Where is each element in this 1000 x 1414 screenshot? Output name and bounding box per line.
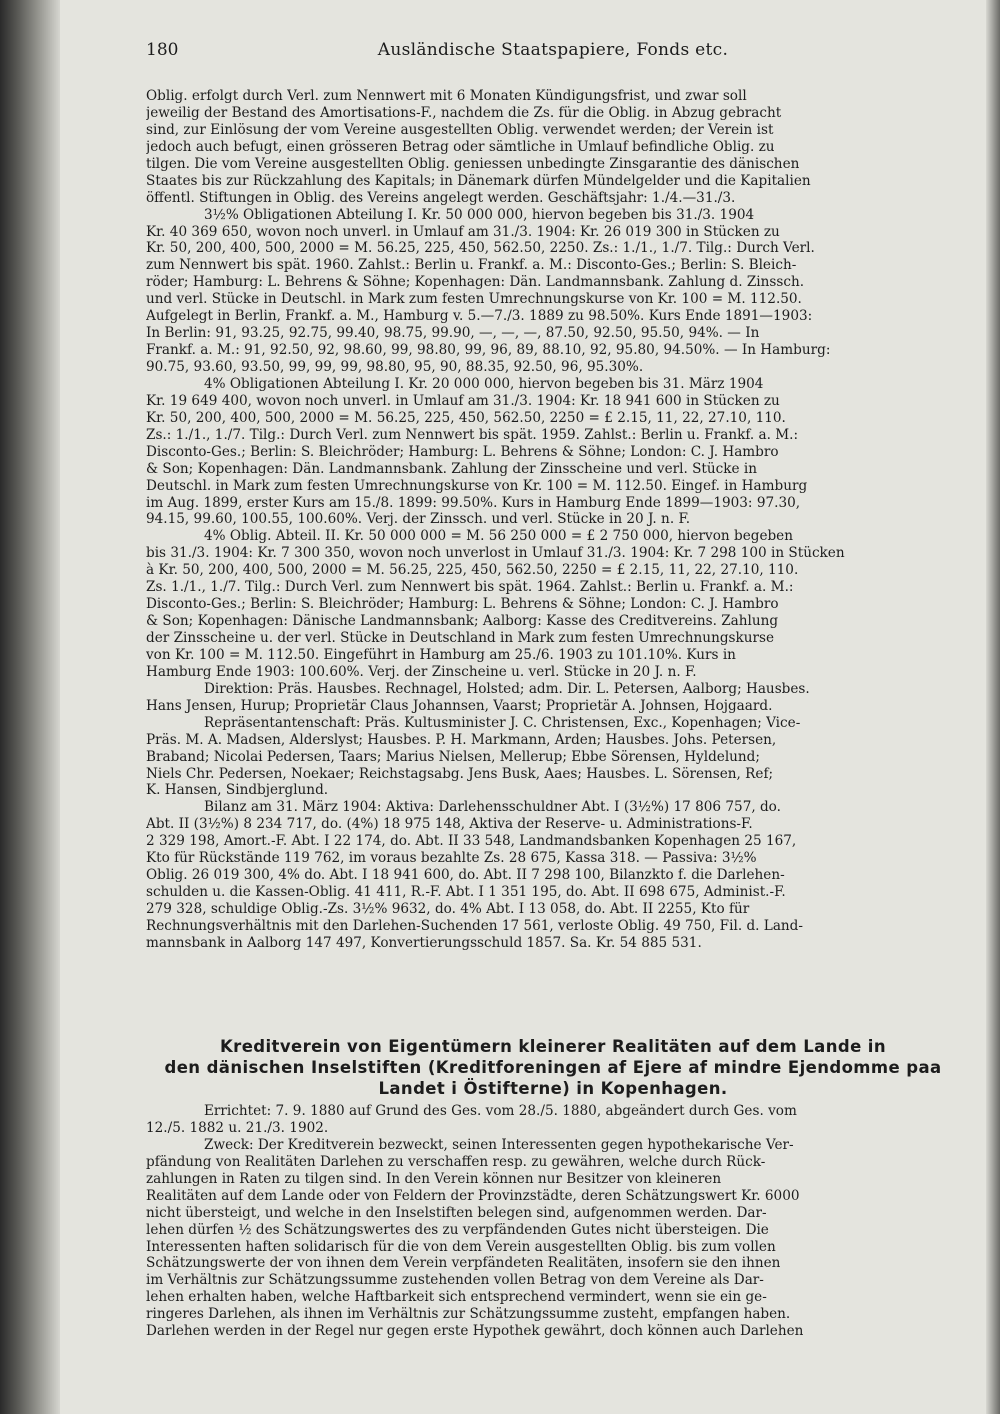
text-line: bis 31./3. 1904: Kr. 7 300 350, wovon noch unverlost in Umlauf 31./3. 1904: Kr. 7 298 100 in Stücken <box>146 545 845 562</box>
text-line: pfändung von Realitäten Darlehen zu verschaffen resp. zu gewähren, welche durch Rück- <box>146 1153 766 1170</box>
text-line: und verl. Stücke in Deutschl. in Mark zum festen Umrechnungskurse von Kr. 100 = M. 112.50. <box>146 291 802 308</box>
text-line: 2 329 198, Amort.-F. Abt. I 22 174, do. Abt. II 33 548, Landmandsbanken Kopenhagen 25 167, <box>146 833 797 850</box>
text-line: Kr. 50, 200, 400, 500, 2000 = M. 56.25, 225, 450, 562.50, 2250. Zs.: 1./1., 1./7. Tilg.: Durch Verl. <box>146 240 815 257</box>
text-line: im Verhältnis zur Schätzungssumme zustehenden vollen Betrag von dem Vereine als Dar- <box>146 1272 764 1289</box>
text-line: sind, zur Einlösung der vom Vereine ausgestellten Oblig. verwendet werden; der Verein ist <box>146 121 774 138</box>
text-line: Disconto-Ges.; Berlin: S. Bleichröder; Hamburg: L. Behrens & Söhne; London: C. J. Hambro <box>146 443 779 460</box>
text-line: 90.75, 93.60, 93.50, 99, 99, 99, 98.80, 95, 90, 88.35, 92.50, 96, 95.30%. <box>146 359 644 375</box>
text-line: zum Nennwert bis spät. 1960. Zahlst.: Berlin u. Frankf. a. M.: Disconto-Ges.; Berlin: S. Bleich- <box>146 257 797 274</box>
text-line: à Kr. 50, 200, 400, 500, 2000 = M. 56.25, 225, 450, 562.50, 2250 = £ 2.15, 11, 22, 27.10, 110. <box>146 562 799 579</box>
text-line: & Son; Kopenhagen: Dänische Landmannsbank; Aalborg: Kasse des Creditvereins. Zahlung <box>146 613 779 630</box>
page-content <box>146 0 960 1414</box>
text-line: Hamburg Ende 1903: 100.60%. Verj. der Zinscheine u. verl. Stücke in 20 J. n. F. <box>146 663 697 680</box>
text-line: röder; Hamburg: L. Behrens & Söhne; Kopenhagen: Dän. Landmannsbank. Zahlung d. Zinssch. <box>146 274 805 291</box>
text-line: Landet i Östifterne) in Kopenhagen. <box>378 1079 728 1098</box>
text-line: Oblig. erfolgt durch Verl. zum Nennwert mit 6 Monaten Kündigungsfrist, und zwar soll <box>146 88 747 104</box>
text-line: lehen erhalten haben, welche Haftbarkeit sich entsprechend vermindert, wenn sie ein ge- <box>146 1289 767 1306</box>
text-line: ringeres Darlehen, als ihnen im Verhältnis zur Schätzungssumme zusteht, empfangen haben. <box>146 1306 791 1323</box>
text-line: mannsbank in Aalborg 147 497, Konvertierungsschuld 1857. Sa. Kr. 54 885 531. <box>146 934 702 951</box>
text-line: Staates bis zur Rückzahlung des Kapitals; in Dänemark dürfen Mündelgelder und die Kapitalien <box>146 172 811 189</box>
text-line: Niels Chr. Pedersen, Noekaer; Reichstagsabg. Jens Busk, Aaes; Hausbes. L. Sörensen, Ref; <box>146 765 774 782</box>
text-line: jeweilig der Bestand des Amortisations-F., nachdem die Zs. für die Oblig. in Abzug gebracht <box>146 104 782 121</box>
text-line: der Zinsscheine u. der verl. Stücke in Deutschland in Mark zum festen Umrechnungskurse <box>146 630 775 646</box>
text-line: Kreditverein von Eigentümern kleinerer Realitäten auf dem Lande in <box>219 1037 887 1056</box>
page-number: 180 <box>146 40 179 60</box>
text-line: Oblig. 26 019 300, 4% do. Abt. I 18 941 600, do. Abt. II 7 298 100, Bilanzkto f. die Darlehen- <box>146 867 785 884</box>
text-line: Realitäten auf dem Lande oder von Feldern der Provinzstädte, deren Schätzungswert Kr. 6000 <box>146 1187 800 1204</box>
text-line: lehen dürfen ½ des Schätzungswertes des zu verpfändenden Gutes nicht übersteigen. Die <box>146 1221 769 1238</box>
text-line: Frankf. a. M.: 91, 92.50, 92, 98.60, 99, 98.80, 99, 96, 89, 88.10, 92, 95.80, 94.50%. — In Hamburg: <box>146 342 831 359</box>
text-line: Direktion: Präs. Hausbes. Rechnagel, Holsted; adm. Dir. L. Petersen, Aalborg; Hausbes. <box>204 680 810 697</box>
text-line: tilgen. Die vom Vereine ausgestellten Oblig. geniessen unbedingte Zinsgarantie des dänischen <box>146 155 800 172</box>
text-line: & Son; Kopenhagen: Dän. Landmannsbank. Zahlung der Zinsscheine und verl. Stücke in <box>146 460 757 477</box>
text-line: Rechnungsverhältnis mit den Darlehen-Suchenden 17 561, verloste Oblig. 49 750, Fil. d. Land- <box>146 917 803 934</box>
text-line: Repräsentantenschaft: Präs. Kultusminister J. C. Christensen, Exc., Kopenhagen; Vice- <box>204 714 801 731</box>
text-line: Darlehen werden in der Regel nur gegen erste Hypothek gewährt, doch können auch Darlehen <box>146 1323 804 1340</box>
text-line: Kr. 40 369 650, wovon noch unverl. in Umlauf am 31./3. 1904: Kr. 26 019 300 in Stücken zu <box>146 223 780 240</box>
text-line: im Aug. 1899, erster Kurs am 15./8. 1899: 99.50%. Kurs in Hamburg Ende 1899—1903: 97.30, <box>146 494 801 511</box>
text-line: schulden u. die Kassen-Oblig. 41 411, R.-F. Abt. I 1 351 195, do. Abt. II 698 675, Administ.-F. <box>146 884 786 901</box>
text-line: 4% Oblig. Abteil. II. Kr. 50 000 000 = M. 56 250 000 = £ 2 750 000, hiervon begeben <box>204 528 793 545</box>
text-line: Zs. 1./1., 1./7. Tilg.: Durch Verl. zum Nennwert bis spät. 1964. Zahlst.: Berlin u. Frankf. a. M.: <box>146 579 794 596</box>
text-line: Kto für Rückstände 119 762, im voraus bezahlte Zs. 28 675, Kassa 318. — Passiva: 3½% <box>146 850 757 867</box>
text-line: Kr. 50, 200, 400, 500, 2000 = M. 56.25, 225, 450, 562.50, 2250 = £ 2.15, 11, 22, 27.10, 110. <box>146 409 786 426</box>
text-line: von Kr. 100 = M. 112.50. Eingeführt in Hamburg am 25./6. 1903 zu 101.10%. Kurs in <box>146 646 736 663</box>
text-line: Disconto-Ges.; Berlin: S. Bleichröder; Hamburg: L. Behrens & Söhne; London: C. J. Hambro <box>146 596 779 613</box>
text-line: Abt. II (3½%) 8 234 717, do. (4%) 18 975 148, Aktiva der Reserve- u. Administrations-F. <box>146 816 753 833</box>
text-line: 279 328, schuldige Oblig.-Zs. 3½% 9632, do. 4% Abt. I 13 058, do. Abt. II 2255, Kto für <box>146 901 750 917</box>
text-line: Interessenten haften solidarisch für die von dem Verein ausgestellten Oblig. bis zum vollen <box>146 1238 776 1255</box>
text-line: Braband; Nicolai Pedersen, Taars; Marius Nielsen, Mellerup; Ebbe Sörensen, Hyldelund; <box>146 748 760 765</box>
text-line: Zs.: 1./1., 1./7. Tilg.: Durch Verl. zum Nennwert bis spät. 1959. Zahlst.: Berlin u. Frankf. a. M.: <box>146 426 799 443</box>
body-text-block-1 <box>146 88 960 952</box>
section-title <box>146 1036 960 1099</box>
text-line: K. Hansen, Sindbjerglund. <box>146 782 329 799</box>
text-line: Deutschl. in Mark zum festen Umrechnungskurse von Kr. 100 = M. 112.50. Eingef. in Hamburg <box>146 477 808 494</box>
text-line: In Berlin: 91, 93.25, 92.75, 99.40, 98.75, 99.90, —, —, —, 87.50, 92.50, 95.50, 94%. — In <box>146 325 760 342</box>
text-line: öffentl. Stiftungen in Oblig. des Vereins angelegt werden. Geschäftsjahr: 1./4.—31./3. <box>146 189 736 206</box>
edge-shadow-right <box>986 0 1000 1414</box>
text-line: Kr. 19 649 400, wovon noch unverl. in Umlauf am 31./3. 1904: Kr. 18 941 600 in Stücken zu <box>146 392 780 409</box>
text-line: Errichtet: 7. 9. 1880 auf Grund des Ges. vom 28./5. 1880, abgeändert durch Ges. vom <box>204 1103 797 1119</box>
text-line: Bilanz am 31. März 1904: Aktiva: Darlehensschuldner Abt. I (3½%) 17 806 757, do. <box>204 799 781 816</box>
text-line: den dänischen Inselstiften (Kreditforeningen af Ejere af mindre Ejendomme paa <box>164 1058 942 1077</box>
text-line: Zweck: Der Kreditverein bezweckt, seinen Interessenten gegen hypothekarische Ver- <box>204 1136 794 1153</box>
text-line: Aufgelegt in Berlin, Frankf. a. M., Hamburg v. 5.—7./3. 1889 zu 98.50%. Kurs Ende 1891—1903: <box>146 308 813 325</box>
text-line: Schätzungswerte der von ihnen dem Verein verpfändeten Realitäten, insofern sie den ihnen <box>146 1255 781 1272</box>
text-line: Hans Jensen, Hurup; Proprietär Claus Johannsen, Vaarst; Proprietär A. Johnsen, Hojgaard. <box>146 697 773 714</box>
binding-shadow-left <box>0 0 60 1414</box>
text-line: 4% Obligationen Abteilung I. Kr. 20 000 000, hiervon begeben bis 31. März 1904 <box>204 375 764 392</box>
running-title: Ausländische Staatspapiere, Fonds etc. <box>377 40 729 60</box>
body-text-block-2 <box>146 1103 960 1340</box>
text-line: jedoch auch befugt, einen grösseren Betrag oder sämtliche in Umlauf befindliche Oblig. zu <box>146 138 775 155</box>
page-header <box>146 40 960 66</box>
text-line: zahlungen in Raten zu tilgen sind. In den Verein können nur Besitzer von kleineren <box>146 1170 722 1187</box>
text-line: Präs. M. A. Madsen, Alderslyst; Hausbes. P. H. Markmann, Arden; Hausbes. Johs. Petersen, <box>146 731 777 748</box>
text-line: nicht übersteigt, und welche in den Inselstiften belegen sind, aufgenommen werden. Dar- <box>146 1204 767 1221</box>
text-line: 12./5. 1882 u. 21./3. 1902. <box>146 1119 329 1136</box>
text-line: 94.15, 99.60, 100.55, 100.60%. Verj. der Zinssch. und verl. Stücke in 20 J. n. F. <box>146 511 691 528</box>
text-line: 3½% Obligationen Abteilung I. Kr. 50 000 000, hiervon begeben bis 31./3. 1904 <box>204 206 755 223</box>
